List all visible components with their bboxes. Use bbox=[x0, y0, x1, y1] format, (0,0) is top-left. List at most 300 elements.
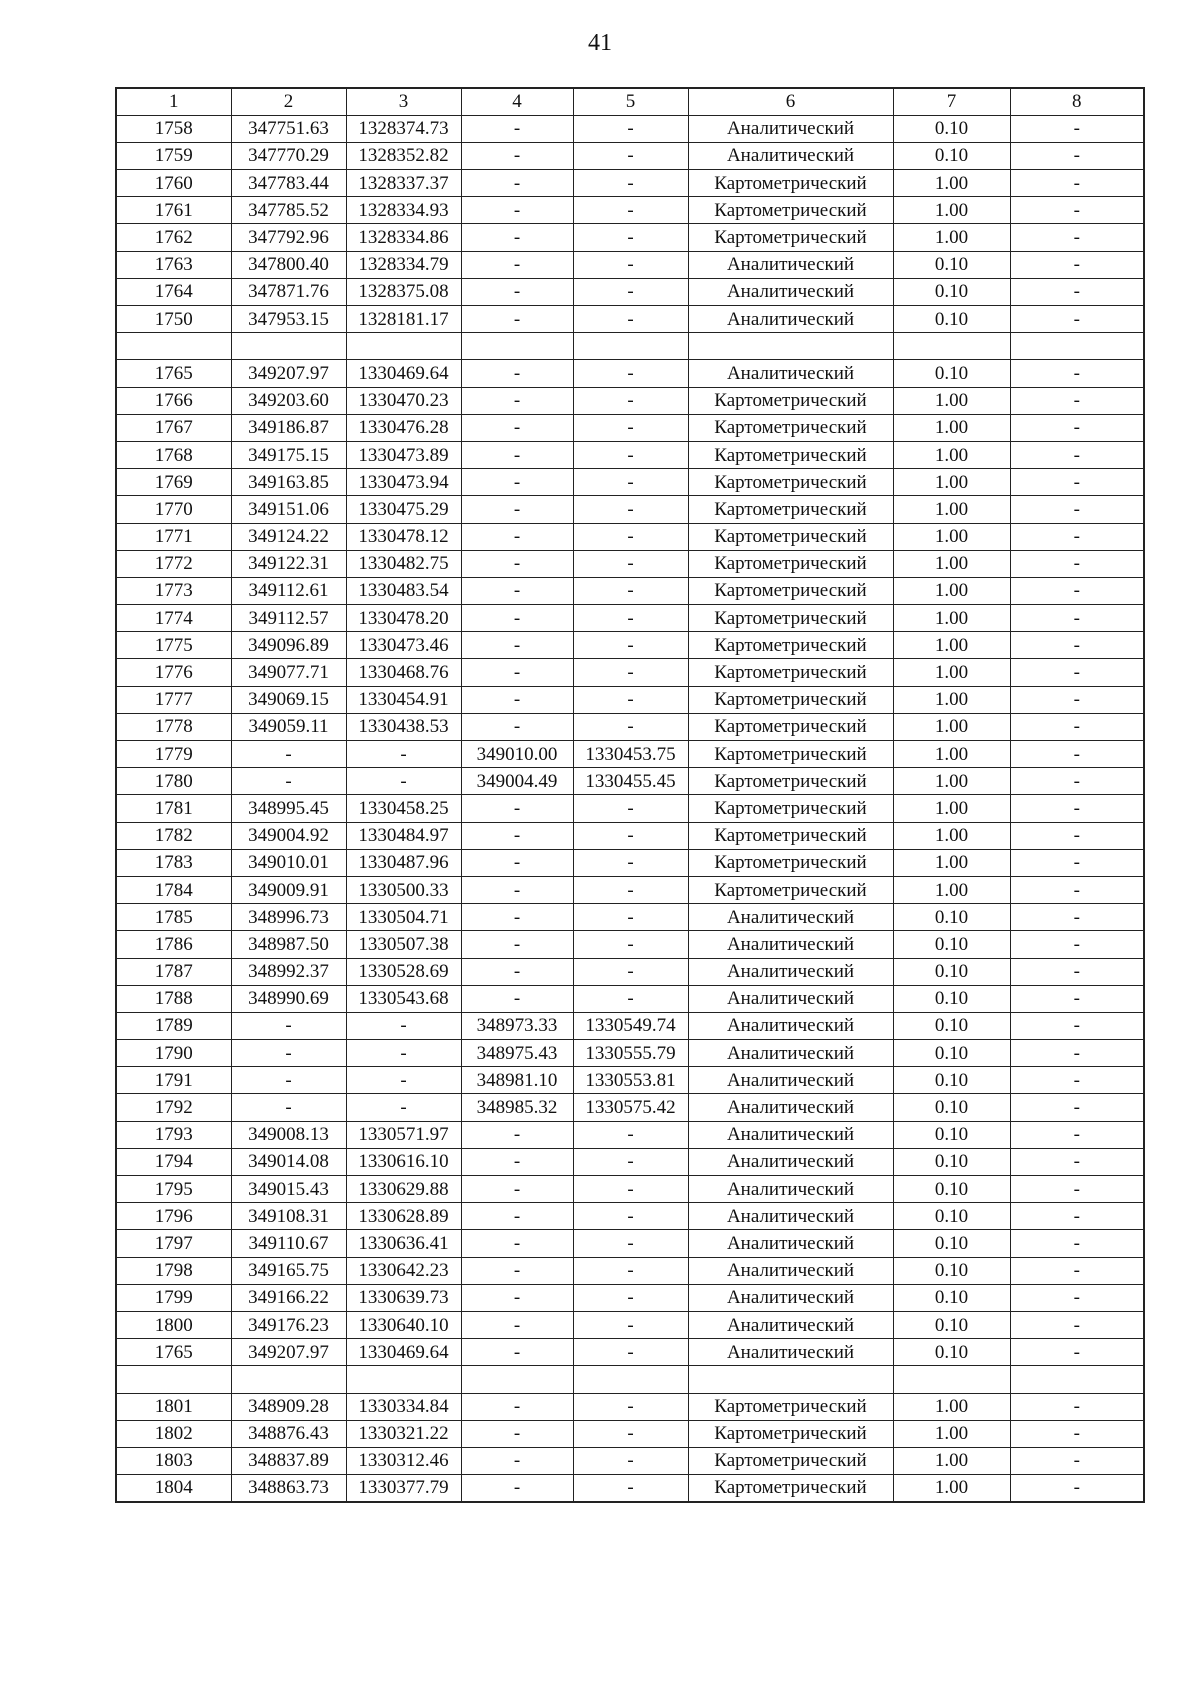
table-cell: 1330482.75 bbox=[346, 550, 461, 577]
table-cell: 1330454.91 bbox=[346, 686, 461, 713]
table-cell: - bbox=[461, 387, 573, 414]
table-cell: - bbox=[1010, 1203, 1144, 1230]
table-cell: Аналитический bbox=[688, 251, 893, 278]
table-cell: 1799 bbox=[116, 1284, 231, 1311]
table-cell: 349122.31 bbox=[231, 550, 346, 577]
table-cell: 348973.33 bbox=[461, 1012, 573, 1039]
table-cell: - bbox=[461, 1121, 573, 1148]
table-cell: - bbox=[1010, 822, 1144, 849]
table-cell: - bbox=[461, 360, 573, 387]
table-cell: - bbox=[1010, 686, 1144, 713]
table-cell: 0.10 bbox=[893, 1203, 1010, 1230]
table-cell: 1761 bbox=[116, 197, 231, 224]
table-cell: - bbox=[573, 795, 688, 822]
table-cell: - bbox=[1010, 550, 1144, 577]
table-cell: - bbox=[461, 958, 573, 985]
table-cell: - bbox=[573, 278, 688, 305]
table-cell: 1330476.28 bbox=[346, 414, 461, 441]
table-row bbox=[116, 1420, 1144, 1447]
table-cell: - bbox=[231, 1040, 346, 1067]
table-cell: 348996.73 bbox=[231, 904, 346, 931]
table-row bbox=[116, 577, 1144, 604]
table-cell: - bbox=[573, 360, 688, 387]
table-cell: 1764 bbox=[116, 278, 231, 305]
table-row bbox=[116, 306, 1144, 333]
table-cell: - bbox=[461, 632, 573, 659]
table-row bbox=[116, 904, 1144, 931]
table-cell: 1.00 bbox=[893, 577, 1010, 604]
table-cell: 348876.43 bbox=[231, 1420, 346, 1447]
table-cell: 1.00 bbox=[893, 387, 1010, 414]
table-cell: 1.00 bbox=[893, 224, 1010, 251]
table-cell: - bbox=[461, 306, 573, 333]
table-cell: - bbox=[573, 1475, 688, 1502]
table-cell: 347751.63 bbox=[231, 115, 346, 142]
table-cell: Аналитический bbox=[688, 1094, 893, 1121]
table-cell: - bbox=[1010, 659, 1144, 686]
table-cell: - bbox=[573, 170, 688, 197]
table-cell: - bbox=[461, 170, 573, 197]
table-cell: - bbox=[1010, 278, 1144, 305]
table-cell: 1800 bbox=[116, 1311, 231, 1338]
table-cell: 1773 bbox=[116, 577, 231, 604]
table-cell: - bbox=[461, 224, 573, 251]
table-cell: - bbox=[1010, 1447, 1144, 1474]
table-cell: Картометрический bbox=[688, 876, 893, 903]
table-cell bbox=[461, 1366, 573, 1393]
table-cell: - bbox=[461, 115, 573, 142]
table-cell: 347871.76 bbox=[231, 278, 346, 305]
table-cell: - bbox=[573, 1257, 688, 1284]
table-cell: - bbox=[573, 713, 688, 740]
table-cell: 1775 bbox=[116, 632, 231, 659]
table-cell: - bbox=[573, 115, 688, 142]
column-header-7: 7 bbox=[893, 88, 1010, 115]
table-row bbox=[116, 958, 1144, 985]
table-cell: - bbox=[573, 876, 688, 903]
table-cell: - bbox=[461, 142, 573, 169]
table-row bbox=[116, 1447, 1144, 1474]
table-cell: - bbox=[346, 741, 461, 768]
table-cell: - bbox=[1010, 170, 1144, 197]
table-cell: - bbox=[231, 741, 346, 768]
table-cell: - bbox=[346, 1040, 461, 1067]
table-cell: 347953.15 bbox=[231, 306, 346, 333]
table-cell: 349166.22 bbox=[231, 1284, 346, 1311]
column-header-5: 5 bbox=[573, 88, 688, 115]
table-row bbox=[116, 985, 1144, 1012]
table-cell: 0.10 bbox=[893, 251, 1010, 278]
table-cell: - bbox=[461, 577, 573, 604]
table-cell: 1328352.82 bbox=[346, 142, 461, 169]
table-cell: - bbox=[1010, 496, 1144, 523]
table-cell: 347785.52 bbox=[231, 197, 346, 224]
table-cell: - bbox=[573, 1176, 688, 1203]
table-cell: 1.00 bbox=[893, 741, 1010, 768]
table-cell: Картометрический bbox=[688, 170, 893, 197]
table-cell: 0.10 bbox=[893, 1311, 1010, 1338]
table-cell: 349009.91 bbox=[231, 876, 346, 903]
table-cell: - bbox=[461, 278, 573, 305]
table-cell: - bbox=[1010, 876, 1144, 903]
table-cell: 1.00 bbox=[893, 441, 1010, 468]
table-cell: 348985.32 bbox=[461, 1094, 573, 1121]
table-cell: - bbox=[573, 958, 688, 985]
table-cell: - bbox=[346, 1012, 461, 1039]
table-cell: 349112.61 bbox=[231, 577, 346, 604]
table-cell: Картометрический bbox=[688, 577, 893, 604]
table-row bbox=[116, 876, 1144, 903]
table-row bbox=[116, 741, 1144, 768]
table-cell: Аналитический bbox=[688, 278, 893, 305]
table-cell: 1786 bbox=[116, 931, 231, 958]
table-cell: 1330629.88 bbox=[346, 1176, 461, 1203]
table-cell: 1.00 bbox=[893, 414, 1010, 441]
table-cell: 1330473.89 bbox=[346, 441, 461, 468]
table-cell: - bbox=[346, 1094, 461, 1121]
table-cell: Аналитический bbox=[688, 142, 893, 169]
table-cell: - bbox=[573, 1230, 688, 1257]
table-cell: 1330475.29 bbox=[346, 496, 461, 523]
table-cell: 0.10 bbox=[893, 985, 1010, 1012]
table-cell: 349176.23 bbox=[231, 1311, 346, 1338]
table-row bbox=[116, 1257, 1144, 1284]
table-cell: - bbox=[461, 1393, 573, 1420]
table-cell: 349186.87 bbox=[231, 414, 346, 441]
table-cell: - bbox=[1010, 1012, 1144, 1039]
table-cell: 0.10 bbox=[893, 1094, 1010, 1121]
table-cell: - bbox=[573, 632, 688, 659]
table-cell: Аналитический bbox=[688, 306, 893, 333]
table-cell: 1789 bbox=[116, 1012, 231, 1039]
table-row bbox=[116, 333, 1144, 360]
table-cell: Аналитический bbox=[688, 1012, 893, 1039]
table-cell: - bbox=[573, 1447, 688, 1474]
table-cell: 1771 bbox=[116, 523, 231, 550]
table-cell: - bbox=[231, 1012, 346, 1039]
table-cell: Картометрический bbox=[688, 632, 893, 659]
table-cell: 0.10 bbox=[893, 306, 1010, 333]
table-cell: - bbox=[1010, 224, 1144, 251]
table-cell: - bbox=[573, 1203, 688, 1230]
table-cell: - bbox=[461, 1176, 573, 1203]
table-cell: 349008.13 bbox=[231, 1121, 346, 1148]
table-row bbox=[116, 849, 1144, 876]
table-cell: 349059.11 bbox=[231, 713, 346, 740]
table-cell bbox=[116, 333, 231, 360]
table-cell: - bbox=[1010, 1339, 1144, 1366]
table-cell: 1798 bbox=[116, 1257, 231, 1284]
table-row bbox=[116, 1366, 1144, 1393]
table-cell: - bbox=[461, 1284, 573, 1311]
table-row bbox=[116, 251, 1144, 278]
table-cell: 349010.00 bbox=[461, 741, 573, 768]
table-cell: 0.10 bbox=[893, 1121, 1010, 1148]
table-cell: Картометрический bbox=[688, 713, 893, 740]
table-cell: 1330500.33 bbox=[346, 876, 461, 903]
table-cell: - bbox=[1010, 741, 1144, 768]
table-cell: - bbox=[461, 1447, 573, 1474]
table-cell: - bbox=[1010, 904, 1144, 931]
coordinates-table bbox=[115, 87, 1145, 1503]
table-row bbox=[116, 469, 1144, 496]
table-cell: 349124.22 bbox=[231, 523, 346, 550]
table-cell: - bbox=[461, 496, 573, 523]
column-header-3: 3 bbox=[346, 88, 461, 115]
table-cell bbox=[893, 1366, 1010, 1393]
table-cell: 1778 bbox=[116, 713, 231, 740]
table-cell: 0.10 bbox=[893, 1284, 1010, 1311]
table-cell: 349175.15 bbox=[231, 441, 346, 468]
table-row bbox=[116, 795, 1144, 822]
table-cell: 1330470.23 bbox=[346, 387, 461, 414]
table-cell: 0.10 bbox=[893, 1257, 1010, 1284]
table-cell: 1328337.37 bbox=[346, 170, 461, 197]
table-cell: Картометрический bbox=[688, 496, 893, 523]
table-cell: - bbox=[1010, 1121, 1144, 1148]
table-cell: - bbox=[461, 523, 573, 550]
table-cell: 349203.60 bbox=[231, 387, 346, 414]
table-cell: 347783.44 bbox=[231, 170, 346, 197]
table-cell bbox=[688, 333, 893, 360]
table-cell: Аналитический bbox=[688, 985, 893, 1012]
table-cell: 0.10 bbox=[893, 958, 1010, 985]
table-cell: 1330468.76 bbox=[346, 659, 461, 686]
table-cell: 1.00 bbox=[893, 1447, 1010, 1474]
table-cell: 1793 bbox=[116, 1121, 231, 1148]
table-cell: 348987.50 bbox=[231, 931, 346, 958]
table-cell: - bbox=[573, 985, 688, 1012]
table-cell: - bbox=[1010, 1040, 1144, 1067]
table-row bbox=[116, 170, 1144, 197]
table-cell: Картометрический bbox=[688, 768, 893, 795]
table-cell: 1762 bbox=[116, 224, 231, 251]
table-cell: 1758 bbox=[116, 115, 231, 142]
table-cell: 1330458.25 bbox=[346, 795, 461, 822]
table-row bbox=[116, 523, 1144, 550]
table-cell: - bbox=[573, 197, 688, 224]
table-cell: Аналитический bbox=[688, 1339, 893, 1366]
table-cell: - bbox=[573, 849, 688, 876]
table-cell bbox=[893, 333, 1010, 360]
table-row bbox=[116, 1040, 1144, 1067]
table-cell bbox=[688, 1366, 893, 1393]
table-cell: Картометрический bbox=[688, 1475, 893, 1502]
table-cell: 349004.92 bbox=[231, 822, 346, 849]
table-cell: Аналитический bbox=[688, 1257, 893, 1284]
table-cell: 1767 bbox=[116, 414, 231, 441]
table-row bbox=[116, 1067, 1144, 1094]
table-cell: 1772 bbox=[116, 550, 231, 577]
table-cell: - bbox=[461, 550, 573, 577]
table-cell: 1330636.41 bbox=[346, 1230, 461, 1257]
table-cell: - bbox=[1010, 1094, 1144, 1121]
table-row bbox=[116, 278, 1144, 305]
table-cell: 1330321.22 bbox=[346, 1420, 461, 1447]
table-cell: 349207.97 bbox=[231, 1339, 346, 1366]
table-cell: 1330438.53 bbox=[346, 713, 461, 740]
table-cell: - bbox=[1010, 197, 1144, 224]
table-cell: 1.00 bbox=[893, 170, 1010, 197]
table-row bbox=[116, 1121, 1144, 1148]
table-cell: - bbox=[1010, 387, 1144, 414]
table-cell: 349108.31 bbox=[231, 1203, 346, 1230]
table-cell: - bbox=[1010, 1230, 1144, 1257]
table-cell: 1.00 bbox=[893, 523, 1010, 550]
table-cell: Аналитический bbox=[688, 1230, 893, 1257]
table-row bbox=[116, 1475, 1144, 1502]
table-row bbox=[116, 1203, 1144, 1230]
column-header-4: 4 bbox=[461, 88, 573, 115]
table-cell: 1794 bbox=[116, 1148, 231, 1175]
column-header-2: 2 bbox=[231, 88, 346, 115]
table-cell: 1776 bbox=[116, 659, 231, 686]
table-cell: - bbox=[573, 306, 688, 333]
table-cell: - bbox=[573, 1148, 688, 1175]
table-row bbox=[116, 931, 1144, 958]
table-cell: Картометрический bbox=[688, 1393, 893, 1420]
table-cell: 1328374.73 bbox=[346, 115, 461, 142]
table-row bbox=[116, 768, 1144, 795]
table-cell: - bbox=[1010, 1420, 1144, 1447]
table-cell: 1328334.79 bbox=[346, 251, 461, 278]
table-cell: 1796 bbox=[116, 1203, 231, 1230]
table-cell: 1330473.46 bbox=[346, 632, 461, 659]
table-cell: 1790 bbox=[116, 1040, 231, 1067]
table-cell: - bbox=[461, 441, 573, 468]
table-cell bbox=[573, 1366, 688, 1393]
table-cell: 1330453.75 bbox=[573, 741, 688, 768]
table-cell: - bbox=[1010, 849, 1144, 876]
table-cell: - bbox=[1010, 577, 1144, 604]
table-cell: - bbox=[461, 713, 573, 740]
table-cell: Картометрический bbox=[688, 849, 893, 876]
table-cell: 1330543.68 bbox=[346, 985, 461, 1012]
table-cell: - bbox=[461, 1257, 573, 1284]
table-cell: 1330478.20 bbox=[346, 605, 461, 632]
table-cell: - bbox=[573, 1121, 688, 1148]
table-cell: 1330478.12 bbox=[346, 523, 461, 550]
table-cell: Картометрический bbox=[688, 387, 893, 414]
table-row bbox=[116, 414, 1144, 441]
table-cell: 348992.37 bbox=[231, 958, 346, 985]
table-cell: - bbox=[573, 659, 688, 686]
table-cell: 1779 bbox=[116, 741, 231, 768]
table-cell: 0.10 bbox=[893, 904, 1010, 931]
table-cell: 349069.15 bbox=[231, 686, 346, 713]
table-cell: 1.00 bbox=[893, 197, 1010, 224]
table-cell: 1780 bbox=[116, 768, 231, 795]
table-cell: 1.00 bbox=[893, 1475, 1010, 1502]
table-cell: Картометрический bbox=[688, 414, 893, 441]
table-cell: Аналитический bbox=[688, 1148, 893, 1175]
table-cell: - bbox=[461, 1339, 573, 1366]
table-row bbox=[116, 686, 1144, 713]
table-cell: Картометрический bbox=[688, 469, 893, 496]
table-cell bbox=[346, 1366, 461, 1393]
table-cell: - bbox=[461, 1311, 573, 1338]
table-cell: Картометрический bbox=[688, 659, 893, 686]
table-cell: Аналитический bbox=[688, 360, 893, 387]
table-cell: - bbox=[1010, 469, 1144, 496]
table-cell: 347792.96 bbox=[231, 224, 346, 251]
table-cell: 1788 bbox=[116, 985, 231, 1012]
table-cell: 1759 bbox=[116, 142, 231, 169]
table-cell: - bbox=[1010, 1311, 1144, 1338]
table-cell bbox=[231, 1366, 346, 1393]
table-cell: Аналитический bbox=[688, 958, 893, 985]
table-cell: Аналитический bbox=[688, 1121, 893, 1148]
table-cell bbox=[1010, 333, 1144, 360]
table-cell: 0.10 bbox=[893, 1339, 1010, 1366]
table-cell: 1777 bbox=[116, 686, 231, 713]
table-header-row bbox=[116, 88, 1144, 115]
table-cell: 349077.71 bbox=[231, 659, 346, 686]
table-row bbox=[116, 1393, 1144, 1420]
table-cell: - bbox=[461, 985, 573, 1012]
table-cell: - bbox=[231, 768, 346, 795]
table-cell bbox=[461, 333, 573, 360]
table-cell: 349207.97 bbox=[231, 360, 346, 387]
table-cell: - bbox=[573, 251, 688, 278]
table-cell: 1801 bbox=[116, 1393, 231, 1420]
table-cell: 0.10 bbox=[893, 1176, 1010, 1203]
table-cell: - bbox=[1010, 251, 1144, 278]
table-cell: - bbox=[1010, 523, 1144, 550]
table-row bbox=[116, 822, 1144, 849]
table-cell: - bbox=[461, 605, 573, 632]
table-cell: 349096.89 bbox=[231, 632, 346, 659]
table-cell: - bbox=[1010, 142, 1144, 169]
table-cell: 1791 bbox=[116, 1067, 231, 1094]
table-cell: - bbox=[461, 659, 573, 686]
table-cell: - bbox=[573, 686, 688, 713]
table-cell: Аналитический bbox=[688, 931, 893, 958]
table-cell: - bbox=[1010, 1475, 1144, 1502]
table-cell: 349014.08 bbox=[231, 1148, 346, 1175]
table-cell: 348863.73 bbox=[231, 1475, 346, 1502]
table-cell: 1330487.96 bbox=[346, 849, 461, 876]
table-cell: 348981.10 bbox=[461, 1067, 573, 1094]
table-cell: Картометрический bbox=[688, 197, 893, 224]
table-cell: 1330469.64 bbox=[346, 1339, 461, 1366]
table-cell: 1330640.10 bbox=[346, 1311, 461, 1338]
table-cell: - bbox=[461, 904, 573, 931]
table-cell: 1330483.54 bbox=[346, 577, 461, 604]
table-cell: - bbox=[231, 1067, 346, 1094]
table-cell: 0.10 bbox=[893, 360, 1010, 387]
column-header-8: 8 bbox=[1010, 88, 1144, 115]
table-cell: 1330616.10 bbox=[346, 1148, 461, 1175]
table-cell: - bbox=[461, 197, 573, 224]
table-cell: - bbox=[573, 931, 688, 958]
table-cell: - bbox=[461, 849, 573, 876]
table-cell: - bbox=[573, 1284, 688, 1311]
table-cell: - bbox=[461, 1203, 573, 1230]
table-cell: - bbox=[573, 822, 688, 849]
table-cell: - bbox=[573, 224, 688, 251]
table-cell: - bbox=[1010, 1176, 1144, 1203]
table-cell: 348990.69 bbox=[231, 985, 346, 1012]
table-cell: Картометрический bbox=[688, 795, 893, 822]
table-cell: 1.00 bbox=[893, 1420, 1010, 1447]
table-cell: 1330628.89 bbox=[346, 1203, 461, 1230]
table-cell: 0.10 bbox=[893, 1230, 1010, 1257]
table-cell: 1330484.97 bbox=[346, 822, 461, 849]
table-cell: Картометрический bbox=[688, 523, 893, 550]
table-cell: 347770.29 bbox=[231, 142, 346, 169]
table-cell: Картометрический bbox=[688, 741, 893, 768]
